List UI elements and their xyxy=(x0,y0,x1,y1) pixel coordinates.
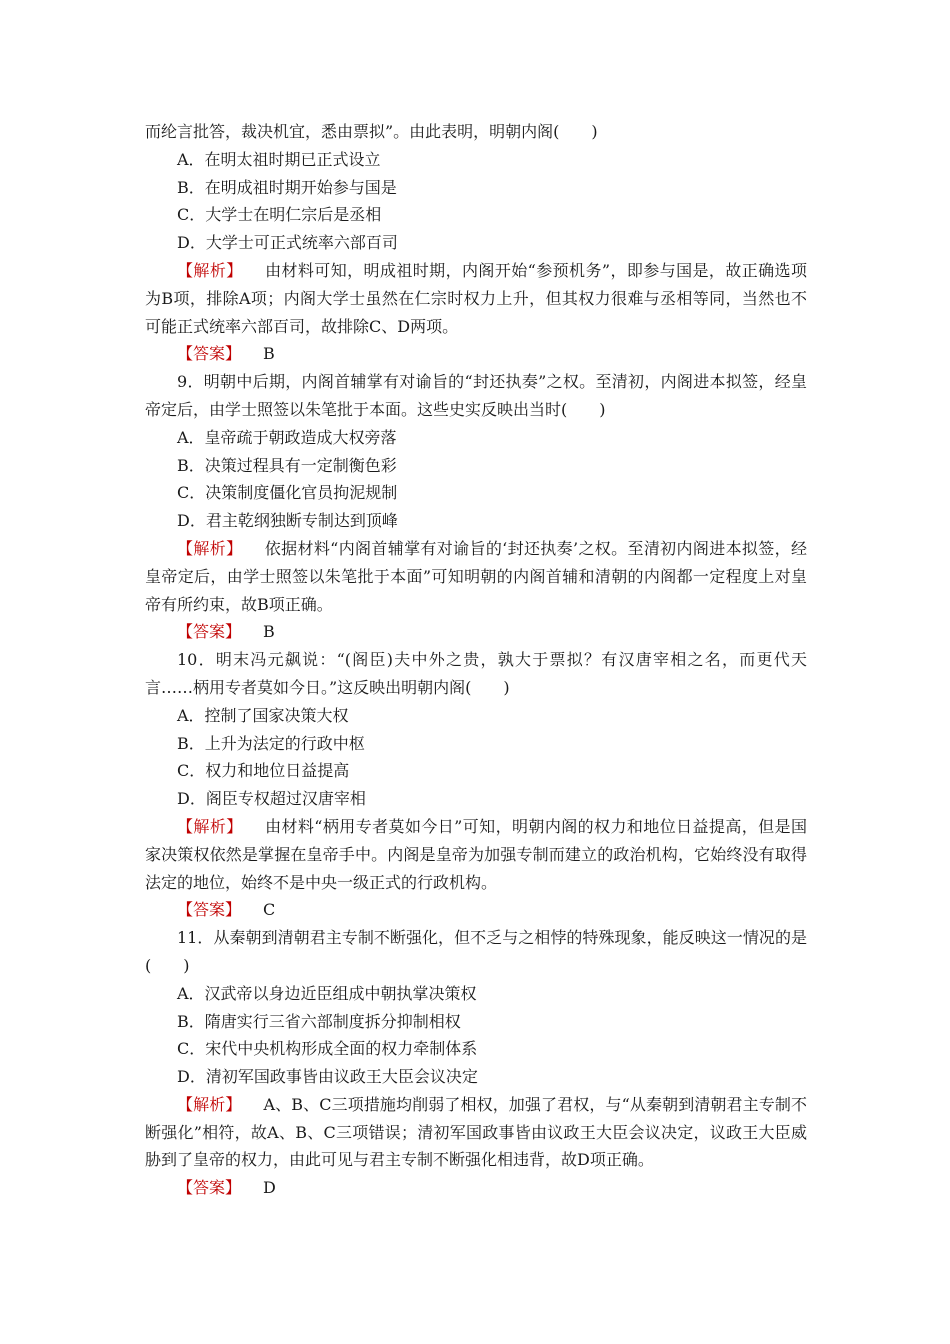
answer-tag: 【答案】 xyxy=(177,344,242,364)
option-c: C．大学士在明仁宗后是丞相 xyxy=(177,205,382,225)
option-c: C．决策制度僵化官员拘泥规制 xyxy=(177,483,398,503)
document-page xyxy=(145,118,807,1202)
question-stem: 11．从秦朝到清朝君主专制不断强化，但不乏与之相悖的特殊现象，能反映这一情况的是( ) xyxy=(145,928,807,975)
option-b: B．决策过程具有一定制衡色彩 xyxy=(177,455,397,475)
option-d: D．大学士可正式统率六部百司 xyxy=(177,233,398,253)
option-c: C．宋代中央机构形成全面的权力牵制体系 xyxy=(177,1039,478,1059)
analysis-paragraph xyxy=(145,535,807,618)
question-stem-continued: 而纶言批答，裁决机宜，悉由票拟”。由此表明，明朝内阁( ) xyxy=(145,122,598,141)
analysis-text: 由材料可知，明成祖时期，内阁开始“参预机务”，即参与国是，故正确选项为B项，排除A项；内阁大学士虽然在仁宗时权力上升，但其权力很难与丞相等同，当然也不可能正式统率六部百司，故排除C、D两项。 xyxy=(145,260,807,336)
option-a: A．汉武帝以身边近臣组成中朝执掌决策权 xyxy=(177,983,477,1003)
analysis-paragraph xyxy=(145,813,807,896)
answer-value: B xyxy=(263,622,275,642)
option-d: D．清初军国政事皆由议政王大臣会议决定 xyxy=(177,1067,478,1087)
answer-paragraph xyxy=(145,1174,807,1202)
answer-value: D xyxy=(263,1178,276,1198)
answer-paragraph xyxy=(145,618,807,646)
question-stem: 10．明末冯元飙说：“(阁臣)夫中外之贵，孰大于票拟？有汉唐宰相之名，而更代天言……柄用专者莫如今日。”这反映出明朝内阁( ) xyxy=(145,650,807,697)
option-a: A．控制了国家决策大权 xyxy=(177,705,349,725)
answer-tag: 【答案】 xyxy=(177,1178,242,1198)
answer-paragraph xyxy=(145,340,807,368)
option-c: C．权力和地位日益提高 xyxy=(177,761,350,781)
answer-value: C xyxy=(263,900,276,920)
option-a: A．皇帝疏于朝政造成大权旁落 xyxy=(177,427,397,447)
analysis-paragraph xyxy=(145,1091,807,1174)
answer-value: B xyxy=(263,344,275,364)
option-b: B．隋唐实行三省六部制度拆分抑制相权 xyxy=(177,1011,461,1031)
analysis-text: A、B、C三项措施均削弱了相权，加强了君权，与“从秦朝到清朝君主专制不断强化”相符，故A、B、C三项错误；清初军国政事皆由议政王大臣会议决定，议政王大臣威胁到了皇帝的权力，由此可见与君主专制不断强化相违背，故D项正确。 xyxy=(145,1094,807,1170)
analysis-tag: 【解析】 xyxy=(177,816,243,836)
question-stem: 9．明朝中后期，内阁首辅掌有对谕旨的“封还执奏”之权。至清初，内阁进本拟签，经皇帝定后，由学士照签以朱笔批于本面。这些史实反映出当时( ) xyxy=(145,372,807,419)
option-d: D．阁臣专权超过汉唐宰相 xyxy=(177,789,366,809)
option-b: B．在明成祖时期开始参与国是 xyxy=(177,177,397,197)
answer-paragraph xyxy=(145,896,807,924)
option-a: A．在明太祖时期已正式设立 xyxy=(177,149,381,169)
analysis-tag: 【解析】 xyxy=(177,260,243,280)
answer-tag: 【答案】 xyxy=(177,622,242,642)
analysis-text: 由材料“柄用专者莫如今日”可知，明朝内阁的权力和地位日益提高，但是国家决策权依然是掌握在皇帝手中。内阁是皇帝为加强专制而建立的政治机构，它始终没有取得法定的地位，始终不是中央一级正式的行政机构。 xyxy=(145,816,807,892)
option-b: B．上升为法定的行政中枢 xyxy=(177,733,365,753)
answer-tag: 【答案】 xyxy=(177,900,242,920)
analysis-tag: 【解析】 xyxy=(177,538,243,558)
analysis-paragraph xyxy=(145,257,807,340)
option-d: D．君主乾纲独断专制达到顶峰 xyxy=(177,511,398,531)
analysis-text: 依据材料“内阁首辅掌有对谕旨的‘封还执奏’之权。至清初内阁进本拟签，经皇帝定后，由学士照签以朱笔批于本面”可知明朝的内阁首辅和清朝的内阁都一定程度上对皇帝有所约束，故B项正确。 xyxy=(145,538,807,614)
analysis-tag: 【解析】 xyxy=(177,1094,242,1114)
